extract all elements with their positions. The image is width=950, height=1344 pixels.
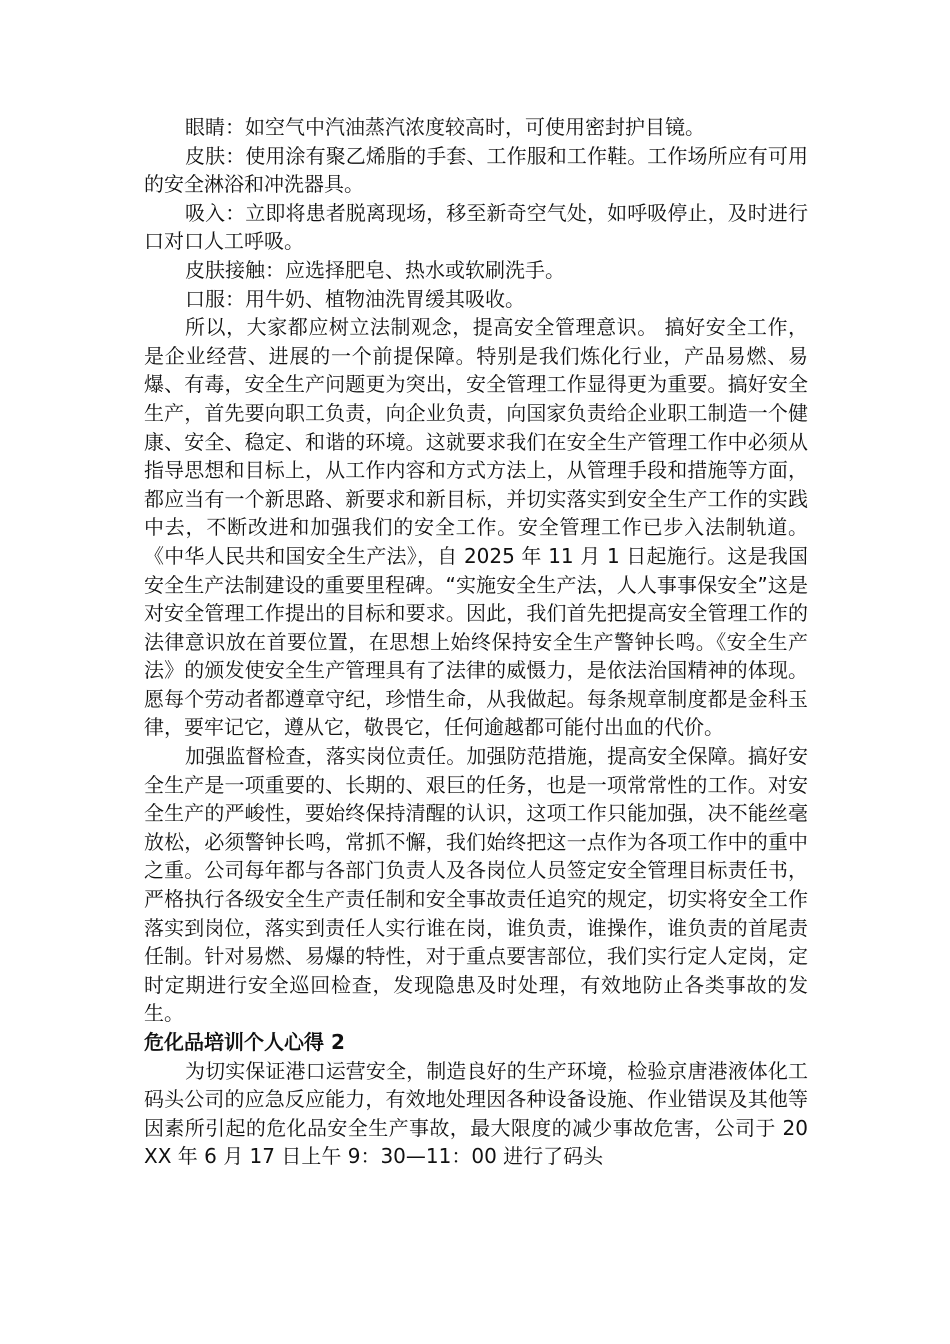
section-heading: 危化品培训个人心得 2 <box>144 1030 345 1054</box>
document-page <box>144 113 808 1171</box>
paragraph-supervision: 加强监督检查，落实岗位责任。加强防范措施，提高安全保障。搞好安全生产是一项重要的、长期的、艰巨的任务，也是一项常常性的工作。对安全生产的严峻性，要始终保持清醒的认识，这项工作只能加强，决不能丝毫放松，必须警钟长鸣，常抓不懈，我们始终把这一点作为各项工作中的重中之重。公司每年都与各部门负责人及各岗位人员签定安全管理目标责任书，严格执行各级安全生产责任制和安全事故责任追究的规定，切实将安全工作落实到岗位，落实到责任人实行谁在岗，谁负责，谁操作，谁负责的首尾责任制。针对易燃、易爆的特性，对于重点要害部位，我们实行定人定岗，定时定期进行安全巡回检查，发现隐患及时处理，有效地防止各类事故的发生。 <box>144 744 808 1026</box>
paragraph-inhalation: 吸入：立即将患者脱离现场，移至新奇空气处，如呼吸停止，及时进行口对口人工呼吸。 <box>144 200 808 254</box>
paragraph-ingestion: 口服：用牛奶、植物油洗胃缓其吸收。 <box>185 286 525 311</box>
paragraph-skin-contact: 皮肤接触：应选择肥皂、热水或软刷洗手。 <box>185 257 565 282</box>
paragraph-legal-awareness: 所以，大家都应树立法制观念，提高安全管理意识。 搞好安全工作，是企业经营、进展的一个前提保障。特别是我们炼化行业，产品易燃、易爆、有毒，安全生产问题更为突出，安全管理工作显得更为重要。搞好安全生产，首先要向职工负责，向企业负责，向国家负责给企业职工制造一个健康、安全、稳定、和谐的环境。这就要求我们在安全生产管理工作中必须从指导思想和目标上，从工作内容和方式方法上，从管理手段和措施等方面，都应当有一个新思路、新要求和新目标，并切实落实到安全生产工作的实践中去，不断改进和加强我们的安全工作。安全管理工作已步入法制轨道。《中华人民共和国安全生产法》，自 2025 年 11 月 1 日起施行。这是我国安全生产法制建设的重要里程碑。“实施安全生产法，人人事事保安全”这是对安全管理工作提出的目标和要求。因此，我们首先把提高安全管理工作的法律意识放在首要位置，在思想上始终保持安全生产警钟长鸣。《安全生产法》的颁发使安全生产管理具有了法律的威慑力，是依法治国精神的体现。愿每个劳动者都遵章守纪，珍惜生命，从我做起。每条规章制度都是金科玉律，要牢记它，遵从它，敬畏它，任何逾越都可能付出血的代价。 <box>144 315 808 740</box>
paragraph-skin: 皮肤：使用涂有聚乙烯脂的手套、工作服和工作鞋。工作场所应有可用的安全淋浴和冲洗器具。 <box>144 143 808 197</box>
paragraph-port-safety: 为切实保证港口运营安全，制造良好的生产环境，检验京唐港液体化工码头公司的应急反应能力，有效地处理因各种设备设施、作业错误及其他等因素所引起的危化品安全生产事故，最大限度的减少事故危害，公司于 20XX 年 6 月 17 日上午 9：30—11：00 进行了码头 <box>144 1058 808 1169</box>
paragraph-eyes: 眼睛：如空气中汽油蒸汽浓度较高时，可使用密封护目镜。 <box>185 115 705 139</box>
